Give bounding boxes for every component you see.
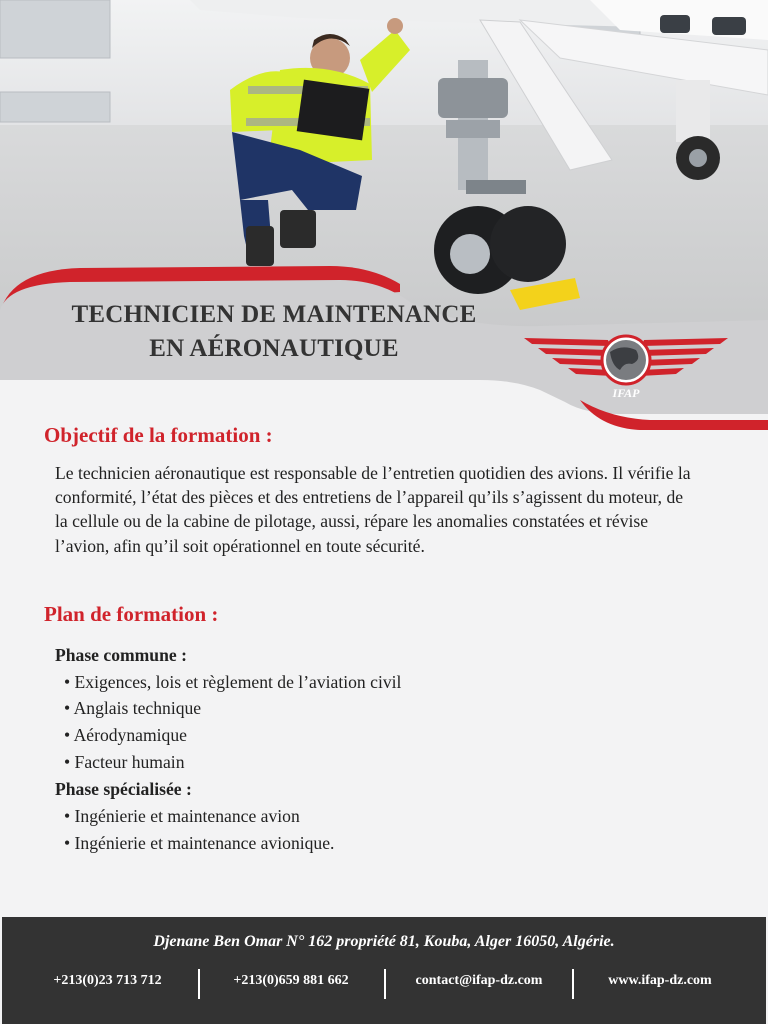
page-title-line-1: TECHNICIEN DE MAINTENANCE — [71, 301, 477, 328]
website-link[interactable]: www.ifap-dz.com — [608, 973, 712, 988]
phase-special-title: Phase spécialisée : — [55, 779, 192, 799]
list-item: • Aérodynamique — [64, 725, 187, 745]
ifap-logo — [524, 334, 728, 408]
list-item: • Anglais technique — [64, 698, 202, 718]
list-item: • Exigences, lois et règlement de l’aviation civil — [64, 672, 402, 692]
footer — [2, 917, 766, 1024]
page-title-line-2: EN AÉRONAUTIQUE — [149, 335, 399, 362]
phone-1[interactable]: +213(0)23 713 712 — [53, 973, 162, 988]
plan-heading: Plan de formation : — [44, 602, 219, 626]
phase-common-title: Phase commune : — [55, 645, 187, 665]
email-link[interactable]: contact@ifap-dz.com — [415, 973, 543, 988]
objective-paragraph: Le technicien aéronautique est responsable de l’entretien quotidien des avions. Il vérifie la conformité, l’état des pièces et des entretiens de l’appareil qu’ils s’agissent du moteur, de la cellule ou de la cabine de pilotage, aussi, répare les anomalies constatées et révise l’avion, afin qu’il soit opérationnel en toute sécurité. — [55, 463, 691, 556]
footer-address: Djenane Ben Omar N° 162 propriété 81, Kouba, Alger 16050, Algérie. — [153, 933, 615, 950]
objective-heading: Objectif de la formation : — [44, 423, 273, 447]
list-item: • Ingénierie et maintenance avion — [64, 806, 300, 826]
logo-text: IFAP — [612, 386, 640, 400]
list-item: • Facteur humain — [64, 752, 185, 772]
list-item: • Ingénierie et maintenance avionique. — [64, 833, 335, 853]
phone-2[interactable]: +213(0)659 881 662 — [233, 973, 349, 988]
